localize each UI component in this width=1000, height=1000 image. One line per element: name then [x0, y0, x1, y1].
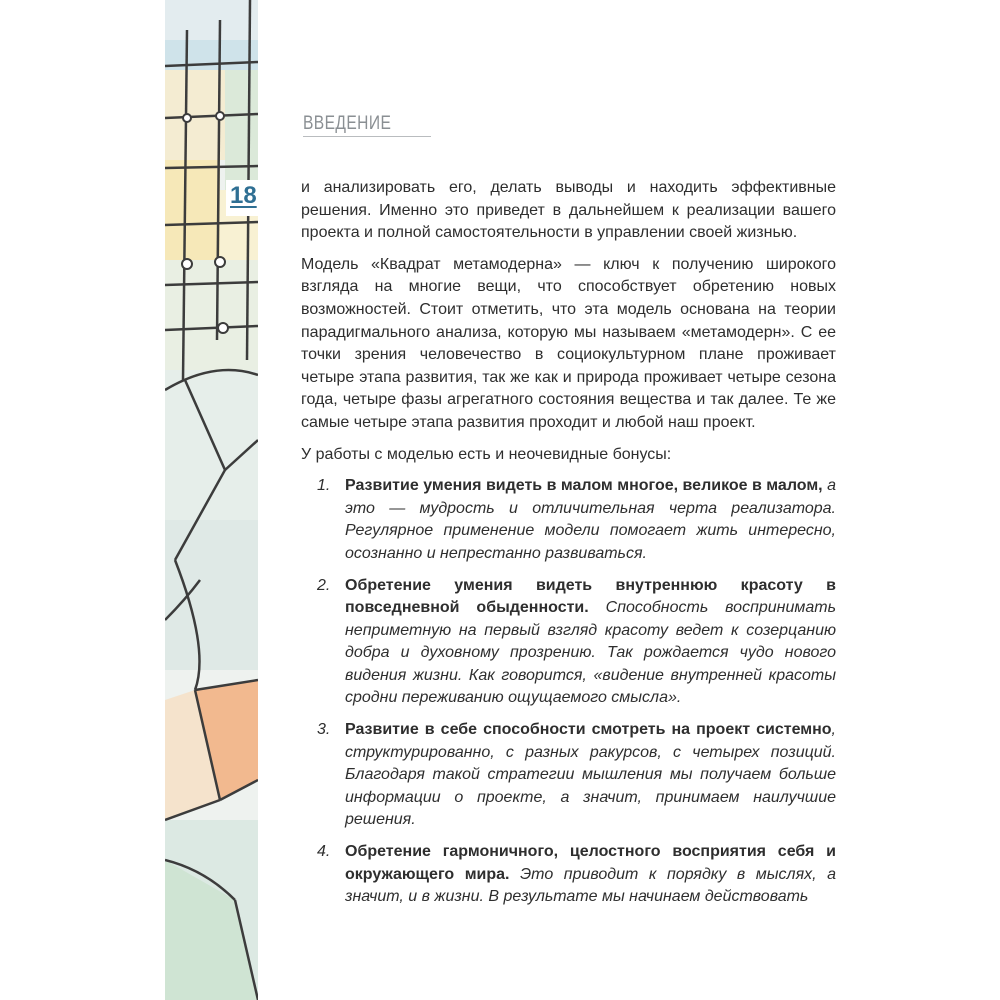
- section-title: ВВЕДЕНИЕ: [303, 113, 392, 134]
- list-item: [301, 475, 836, 565]
- list-item-lead: Развитие умения видеть в малом многое, великое в малом,: [345, 477, 823, 495]
- list-item-text: Способность воспринимать неприметную на первый взгляд красоту ведет к созерцанию добра и духовному прозрению. Так рождается чудо нового видения жизни. Как говорится, «видение внутренней красоты сродни переживанию ощущаемого смысла».: [345, 599, 836, 707]
- list-item-number: 1.: [317, 477, 331, 495]
- paragraph: У работы с моделью есть и неочевидные бонусы:: [301, 445, 672, 463]
- list-item-text: а это — мудрость и отличительная черта реализатора. Регулярное применение модели помогает жить интересно, осознанно и непрестанно развиваться.: [345, 477, 837, 562]
- paragraph: Модель «Квадрат метамодерна» — ключ к получению широкого взгляда на многие вещи, что способствует обретению новых возможностей. Стоит отметить, что эта модель основана на теории парадигмального анализа, которую мы называем «метамодерн». С ее точки зрения человечество в социокультурном плане проживает четыре этапа развития, так же как и природа проживает четыре сезона года, четыре фазы агрегатного состояния вещества и так далее. Те же самые четыре этапа развития проходит и любой наш проект.: [301, 255, 836, 431]
- bonus-list: [301, 475, 836, 909]
- list-item-text: , структурированно, с разных ракурсов, с четырех позиций. Благодаря такой стратегии мышления мы получаем больше информации о проекте, а значит, принимаем наилучшие решения.: [345, 721, 836, 829]
- page-number: 18: [230, 182, 257, 209]
- decorative-art-strip: [165, 0, 258, 1000]
- list-item: [301, 575, 836, 711]
- list-item-lead: Обретение гармоничного, целостного восприятия себя и окружающего мира.: [345, 843, 836, 883]
- page-body: [301, 177, 836, 918]
- list-item-number: 3.: [317, 721, 331, 739]
- list-item: [301, 841, 836, 909]
- list-item-number: 2.: [317, 576, 331, 594]
- list-item-lead: Обретение умения видеть внутреннюю красоту в повседневной обыденности.: [345, 576, 836, 617]
- paragraph: и анализировать его, делать выводы и находить эффективные решения. Именно это приведет в дальнейшем к реализации вашего проекта и полной самостоятельности в управлении своей жизнью.: [301, 179, 836, 242]
- list-item-text: Это приводит к порядку в мыслях, а значит, и в жизни. В результате мы начинаем действовать: [345, 865, 837, 906]
- list-item-lead: Развитие в себе способности смотреть на проект системно: [345, 721, 832, 739]
- section-divider: [303, 136, 431, 137]
- list-item: [301, 719, 836, 832]
- stained-glass-illustration: [165, 0, 258, 1000]
- list-item-number: 4.: [317, 843, 331, 861]
